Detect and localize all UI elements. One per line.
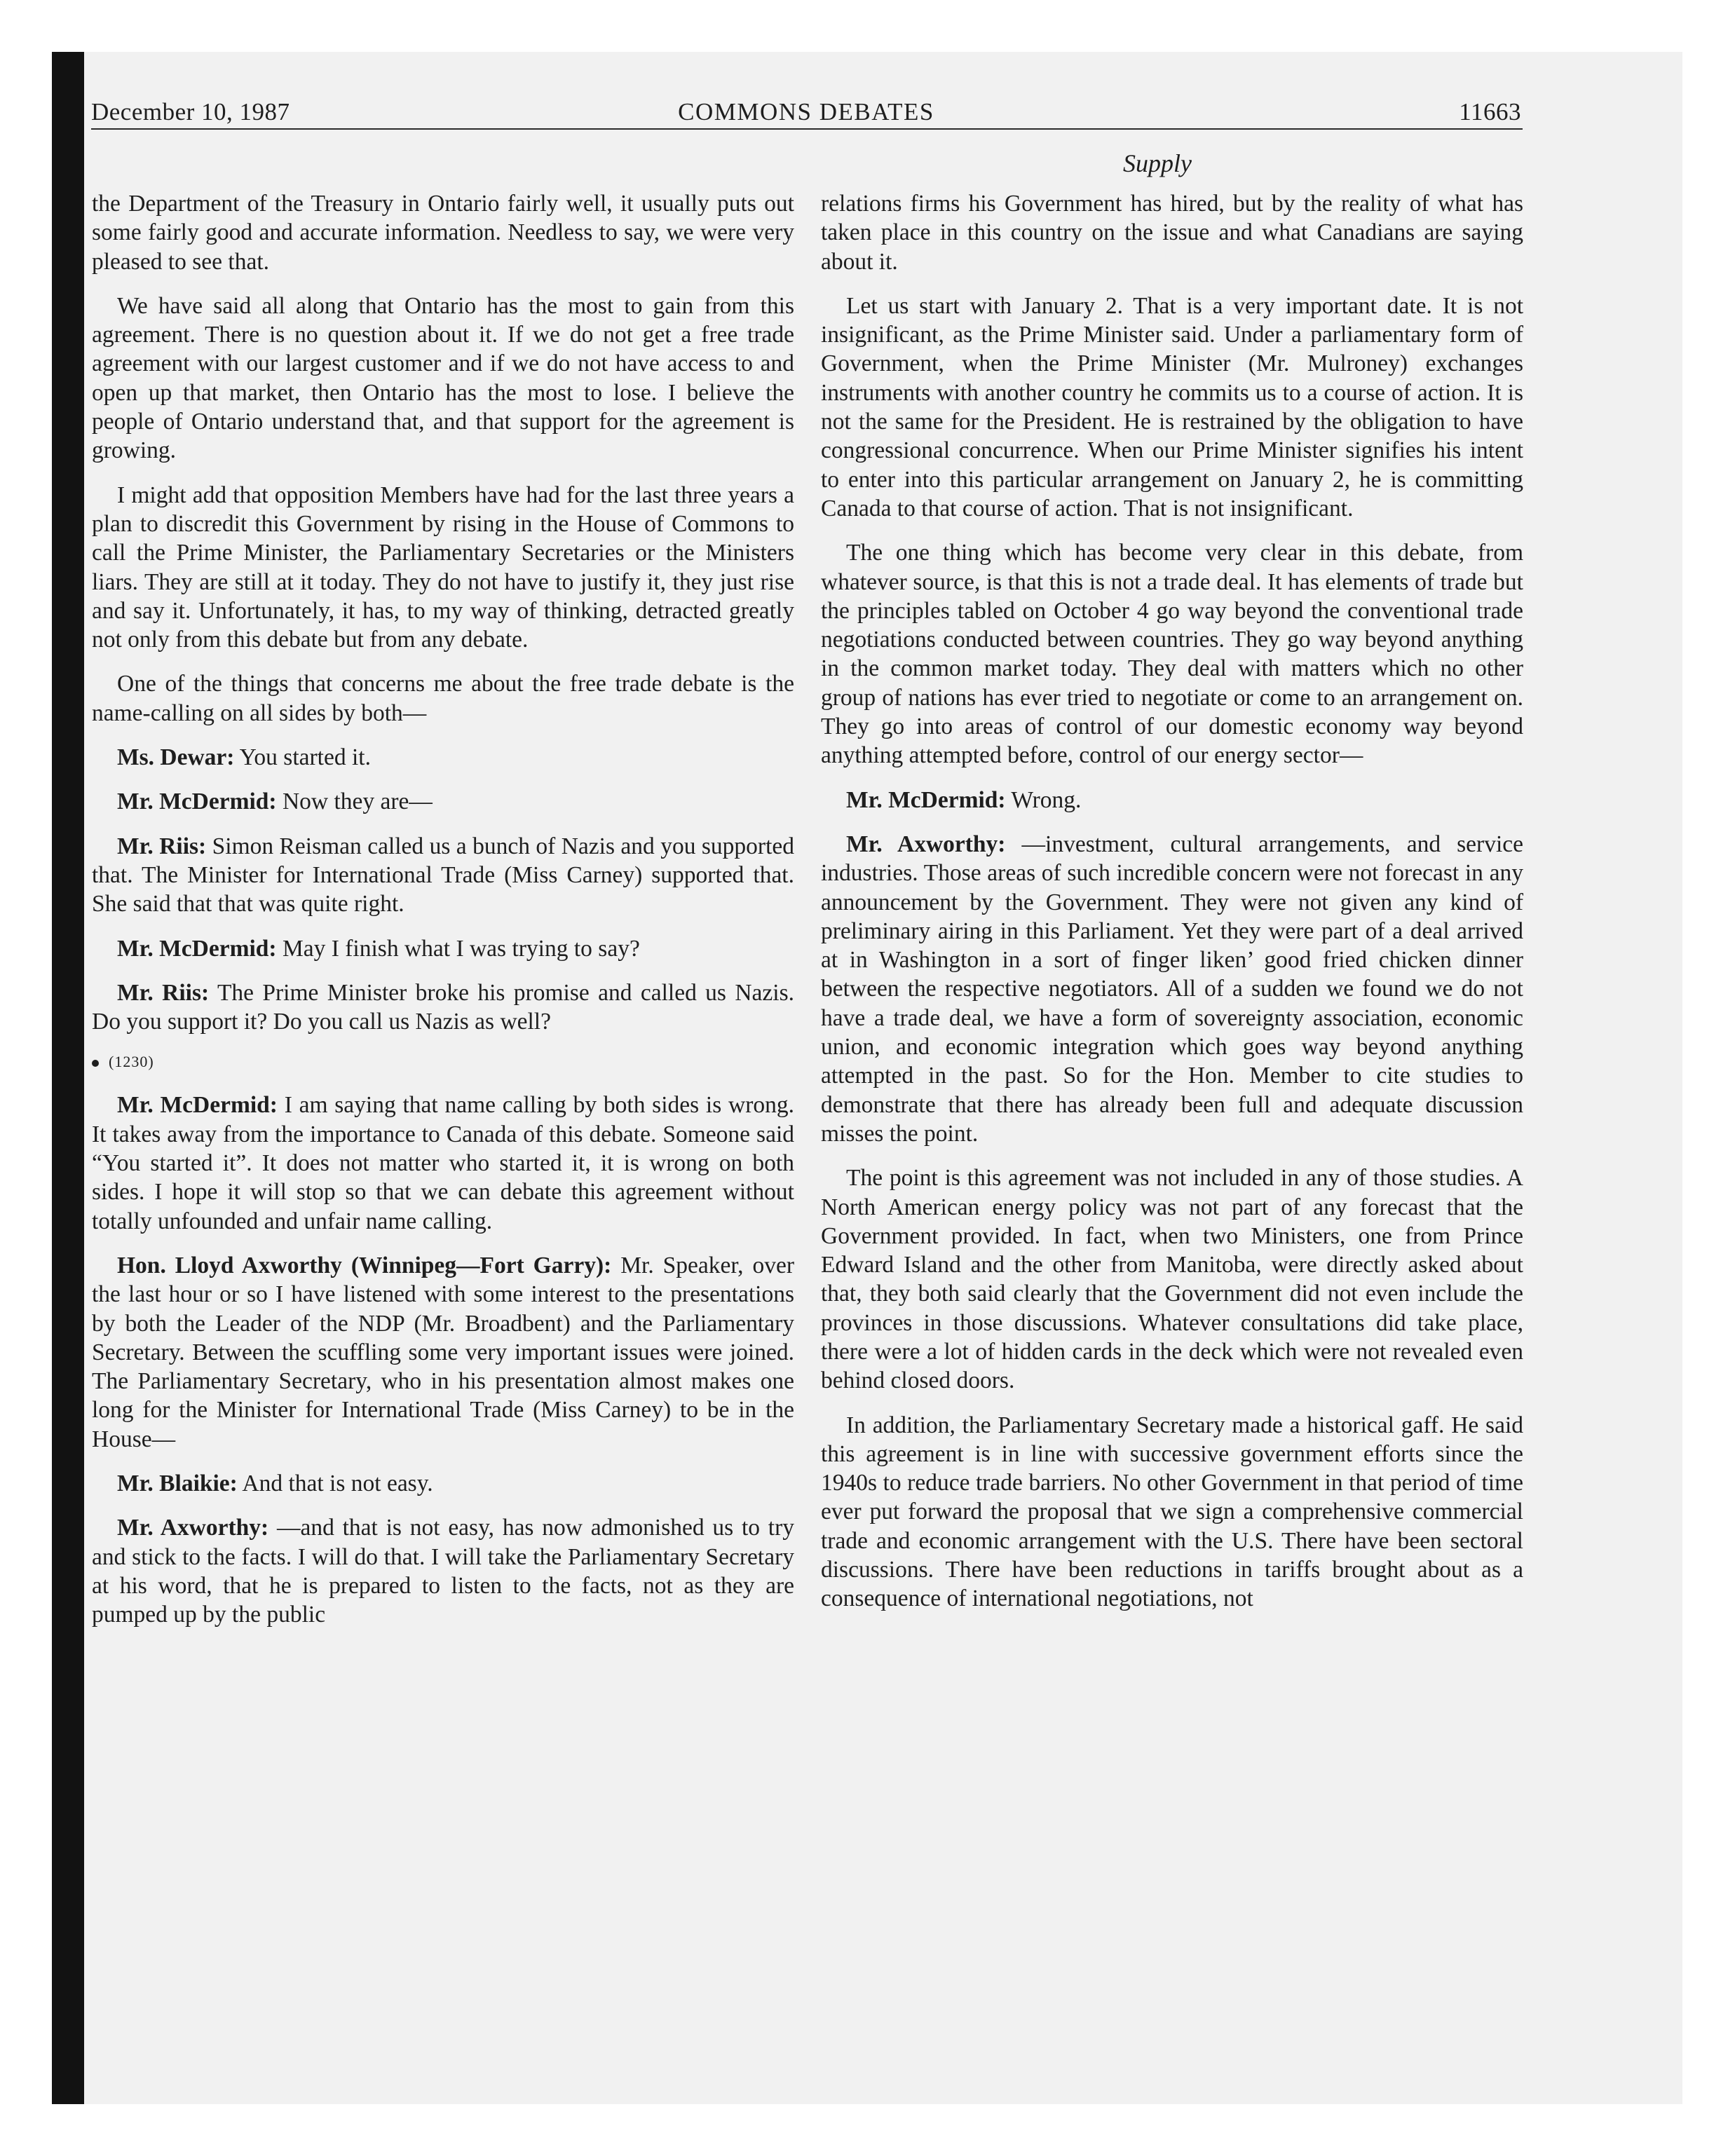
speaker-name: Ms. Dewar: bbox=[117, 744, 235, 771]
header-publication: COMMONS DEBATES bbox=[678, 98, 934, 125]
header-date: December 10, 1987 bbox=[91, 98, 290, 125]
speech-text: Mr. Speaker, over the last hour or so I have listened with some interest to the presentations by both the Leader of the NDP (Mr. Broadbent) and the Parliamentary Secretary. Between the scuffling some very important issues were joined. The Parliamentary Secretary, who in his presentation almost makes one long for the Minister for International Trade (Miss Carney) to be in the House— bbox=[92, 1252, 795, 1452]
speaker-name: Mr. Riis: bbox=[117, 979, 210, 1006]
right-column bbox=[821, 189, 1523, 1629]
time-marker bbox=[92, 1051, 794, 1072]
paragraph: relations firms his Government has hired, but by the reality of what has taken place in this country on the issue and what Canadians are saying about it. bbox=[821, 191, 1523, 275]
speech-text: —investment, cultural arrangements, and service industries. Those areas of such incredible concern were not forecast in any announcement by the Government. They were not given any kind of preliminary airing in this Parliament. Yet they were part of a deal arrived at in Washington in a sort of finger liken’ good fried chicken dinner between the respective negotiators. All of a sudden we found we do not have a trade deal, we have a form of sovereignty association, economic union, and economic integration which goes way beyond anything attempted in the past. So for the Hon. Member to cite studies to demonstrate that there has already been full and adequate discussion misses the point. bbox=[821, 831, 1523, 1147]
binding-edge bbox=[52, 52, 84, 2104]
speaker-name: Mr. Axworthy: bbox=[846, 831, 1006, 857]
paragraph: One of the things that concerns me about the free trade debate is the name-calling on all sides by both— bbox=[92, 671, 794, 726]
speech-text: Wrong. bbox=[1005, 786, 1082, 813]
speech-text: Now they are— bbox=[276, 789, 433, 815]
bullet-icon bbox=[92, 1060, 99, 1067]
paragraph: The one thing which has become very clear in this debate, from whatever source, is that this is not a trade deal. It has elements of trade but the principles tabled on October 4 go way beyond the conventional trade negotiations conducted between countries. They go way beyond anything in the common market today. They deal with matters which no other group of nations has ever tried to negotiate or come to an arrangement on. They go into areas of control of our domestic economy way beyond anything attempted before, control of our energy sector— bbox=[821, 540, 1523, 769]
speech-entry bbox=[92, 787, 794, 816]
speech-text: Simon Reisman called us a bunch of Nazis and you supported that. The Minister for International Trade (Miss Carney) supported that. She said that that was quite right. bbox=[92, 833, 794, 917]
speech-entry bbox=[92, 934, 794, 963]
speech-entry bbox=[92, 1091, 794, 1235]
speech-text: May I finish what I was trying to say? bbox=[276, 935, 640, 962]
speech-text: You started it. bbox=[234, 744, 371, 771]
speaker-name: Mr. McDermid: bbox=[117, 1092, 278, 1119]
speaker-name: Mr. McDermid: bbox=[117, 935, 277, 962]
speech-text: I am saying that name calling by both sides is wrong. It takes away from the importance to Canada of this debate. Someone said “You started it”. It does not matter who started it, it is wrong on both sides. I hope it will stop so that we can debate this agreement without totally unfounded and unfair name calling. bbox=[92, 1092, 794, 1234]
speech-entry bbox=[92, 1469, 794, 1498]
speech-entry bbox=[92, 1513, 794, 1629]
speaker-name: Mr. McDermid: bbox=[117, 789, 277, 815]
paragraph: Let us start with January 2. That is a very important date. It is not insignificant, as the Prime Minister said. Under a parliamentary form of Government, when the Prime Minister (Mr. Mulroney) exchanges instruments with another country he commits us to a course of action. It is not the same for the President. He is restrained by the obligation to have congressional concurrence. When our Prime Minister signifies his intent to enter into this particular arrangement on January 2, he is committing Canada to that course of action. That is not insignificant. bbox=[821, 292, 1523, 521]
paragraph: I might add that opposition Members have had for the last three years a plan to discredit this Government by rising in the House of Commons to call the Prime Minister, the Parliamentary Secretaries or the Ministers liars. They are still at it today. They do not have to justify it, they just rise and say it. Unfortunately, it has, to my way of thinking, detracted greatly not only from this debate but from any debate. bbox=[92, 482, 794, 653]
paragraph: The point is this agreement was not included in any of those studies. A North American energy policy was not part of any forecast that the Government provided. In fact, when two Ministers, one from Prince Edward Island and the other from Manitoba, were directly asked about that, they both said clearly that the Government did not even include the provinces in those discussions. Whatever consultations did take place, there were a lot of hidden cards in the deck which were not revealed even behind closed doors. bbox=[821, 1165, 1523, 1394]
speaker-name: Mr. Blaikie: bbox=[117, 1470, 238, 1496]
speech-text: The Prime Minister broke his promise and called us Nazis. Do you support it? Do you call us Nazis as well? bbox=[92, 979, 794, 1035]
speech-entry bbox=[821, 830, 1523, 1148]
paragraph: We have said all along that Ontario has the most to gain from this agreement. There is no question about it. If we do not get a free trade agreement with our largest customer and if we do not have access to and open up that market, then Ontario has the most to lose. I believe the people of Ontario understand that, and that support for the agreement is growing. bbox=[92, 292, 794, 464]
paragraph: the Department of the Treasury in Ontario fairly well, it usually puts out some fairly good and accurate information. Needless to say, we were very pleased to see that. bbox=[92, 191, 794, 275]
paragraph: In addition, the Parliamentary Secretary made a historical gaff. He said this agreement is in line with successive government efforts since the 1940s to reduce trade barriers. No other Government in that period of time ever put forward the proposal that we sign a comprehensive commercial trade and economic arrangement with the U.S. There have been sectoral discussions. There have been reductions in tariffs brought about as a consequence of international negotiations, not bbox=[821, 1412, 1523, 1612]
left-column bbox=[92, 189, 794, 1644]
speech-entry bbox=[92, 832, 794, 919]
speech-text: —and that is not easy, has now admonished us to try and stick to the facts. I will do that. I will take the Parliamentary Secretary at his word, that he is prepared to listen to the facts, not as they are pumped up by the public bbox=[92, 1515, 794, 1628]
header-page-number: 11663 bbox=[1459, 98, 1521, 125]
time-marker-text: (1230) bbox=[109, 1053, 154, 1071]
speaker-name: Mr. Axworthy: bbox=[117, 1515, 269, 1541]
speech-text: And that is not easy. bbox=[237, 1470, 433, 1496]
speaker-name: Hon. Lloyd Axworthy (Winnipeg—Fort Garry): bbox=[117, 1252, 612, 1278]
section-label: Supply bbox=[1123, 149, 1192, 177]
speech-entry bbox=[821, 786, 1523, 814]
speaker-name: Mr. McDermid: bbox=[846, 786, 1006, 813]
page-header bbox=[91, 98, 1521, 137]
speech-entry bbox=[92, 743, 794, 772]
speech-entry bbox=[92, 978, 794, 1037]
header-rule bbox=[91, 128, 1523, 130]
speaker-name: Mr. Riis: bbox=[117, 833, 207, 859]
speech-entry bbox=[92, 1251, 794, 1454]
